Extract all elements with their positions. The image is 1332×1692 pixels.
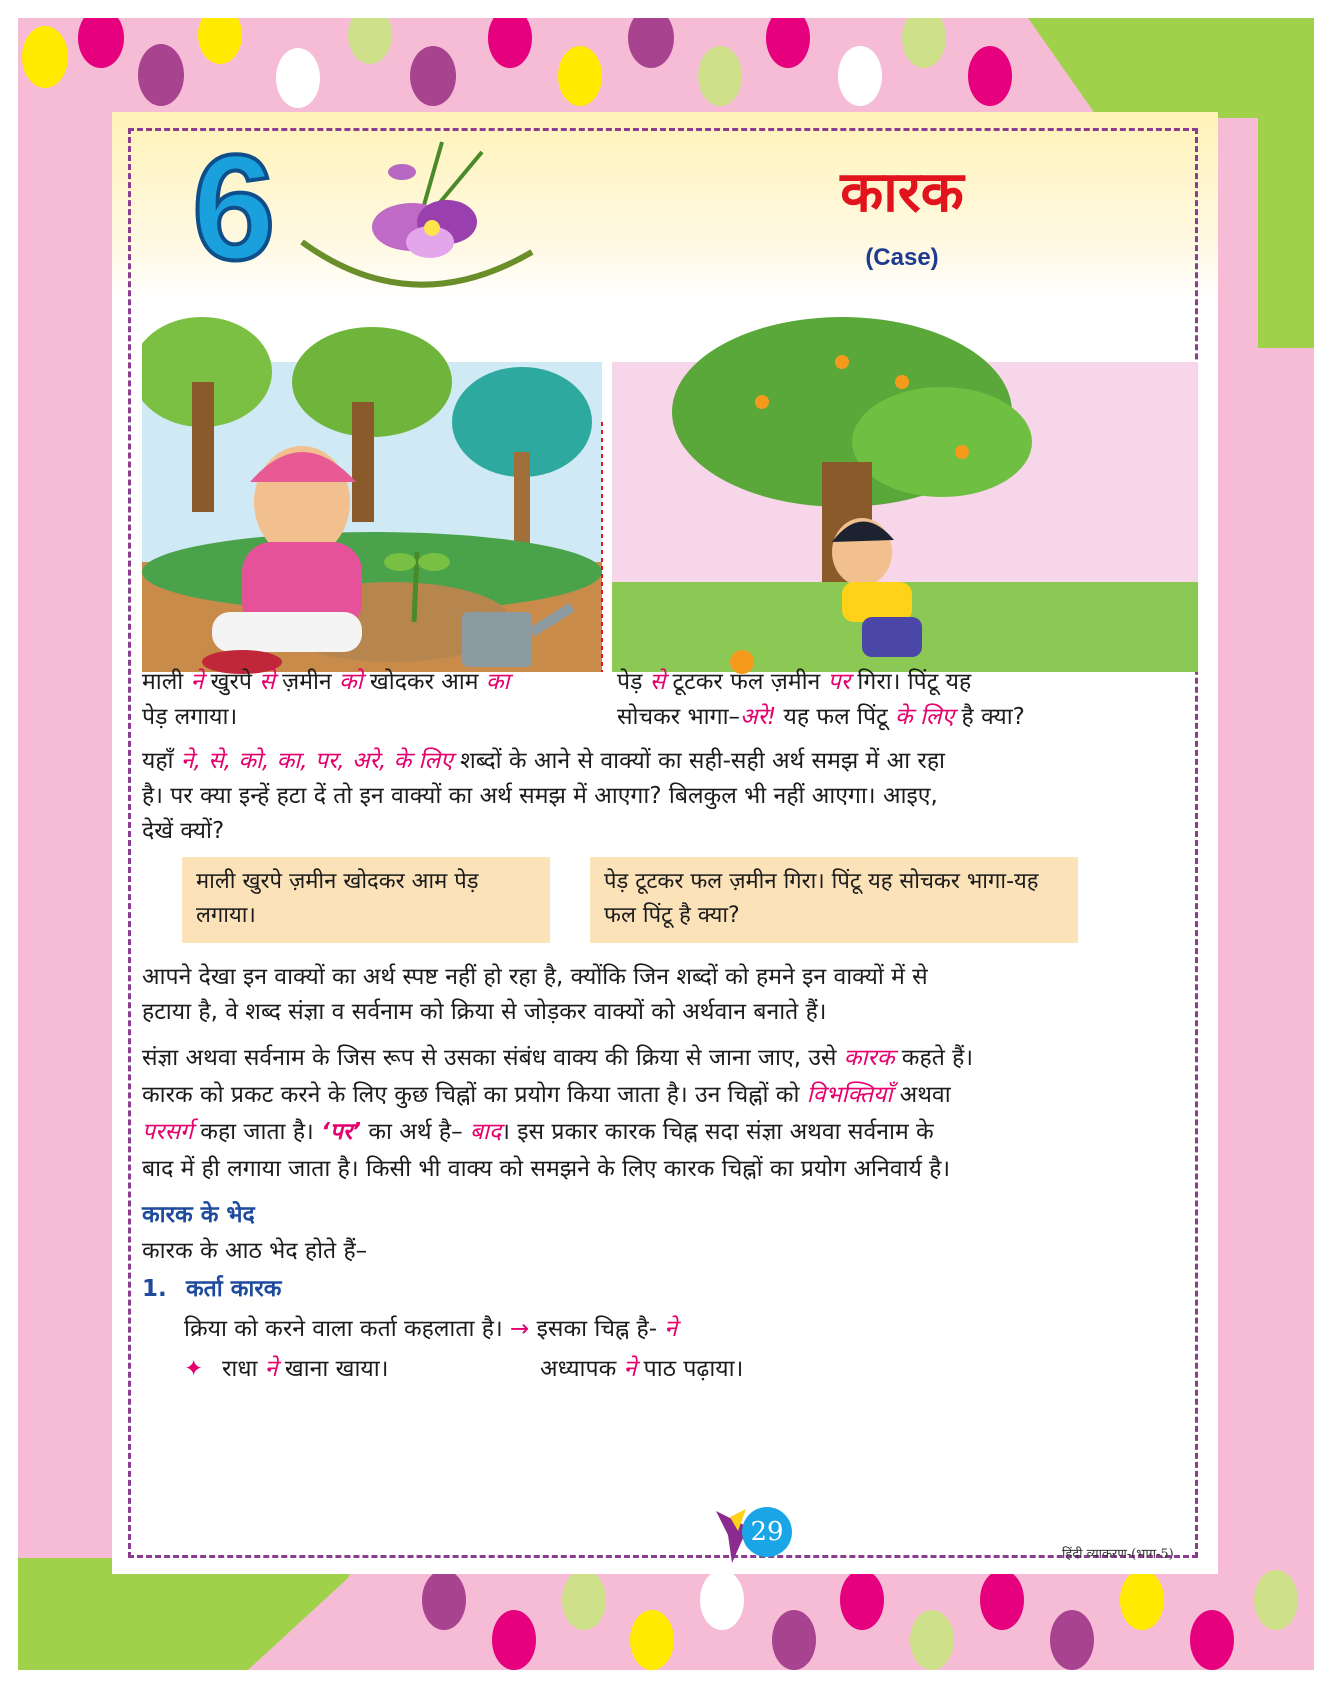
paragraph-text: यहाँ xyxy=(142,748,181,774)
term-vibhakti: विभक्तियाँ xyxy=(806,1082,893,1108)
karta-examples xyxy=(184,1352,884,1387)
caption-text: यह फल पिंटू xyxy=(776,704,895,730)
decor-dot xyxy=(488,18,532,68)
karak-marker: से xyxy=(649,669,666,695)
karak-marker: ने xyxy=(623,1356,637,1382)
paragraph-text: कारक को प्रकट करने के लिए कुछ चिह्नों का प्रयोग किया जाता है। उन चिह्नों को xyxy=(142,1082,807,1108)
example-box-left: माली खुरपे ज़मीन खोदकर आम पेड़ लगाया। xyxy=(182,857,550,943)
paragraph-text: का अर्थ है– xyxy=(361,1119,470,1145)
chapter-title: कारक xyxy=(840,160,964,225)
item-title: कर्ता कारक xyxy=(186,1276,282,1302)
content-card xyxy=(112,112,1218,1574)
example-box-right: पेड़ टूटकर फल ज़मीन गिरा। पिंटू यह सोचकर भागा-यह फल पिंटू है क्या? xyxy=(590,857,1078,943)
caption-text: टूटकर फल ज़मीन xyxy=(665,669,828,695)
section-heading: कारक के भेद xyxy=(142,1202,255,1228)
decor-dot xyxy=(410,46,456,106)
karak-marker: अरे! xyxy=(740,704,777,730)
paragraph-text: क्रिया को करने वाला कर्ता कहलाता है। xyxy=(184,1316,511,1342)
karak-marker: को xyxy=(339,669,363,695)
paragraph-text: है। पर क्या इन्हें हटा दें तो इन वाक्यों का अर्थ समझ में आएगा? बिलकुल भी नहीं आएगा। आइए, xyxy=(142,783,938,809)
paragraph-text: आपने देखा इन वाक्यों का अर्थ स्पष्ट नहीं हो रहा है, क्योंकि जिन शब्दों को हमने इन वाक्यों में से xyxy=(142,964,928,990)
example-text: पाठ पढ़ाया। xyxy=(636,1356,744,1382)
karak-words: ने, से, को, का, पर, अरे, के लिए xyxy=(180,748,453,774)
decor-dot xyxy=(630,1610,674,1670)
decor-dot xyxy=(1190,1610,1234,1670)
term-par: ‘पर’ xyxy=(321,1119,362,1145)
karak-marker: के लिए xyxy=(894,704,955,730)
decor-dot xyxy=(1050,1610,1094,1670)
karak-marker: ने xyxy=(264,1356,278,1382)
example-text: खाना खाया। xyxy=(277,1356,389,1382)
term-karak: कारक xyxy=(843,1045,895,1071)
caption-text: ज़मीन xyxy=(274,669,339,695)
caption-text: सोचकर भागा– xyxy=(617,704,741,730)
decor-dot xyxy=(698,46,742,106)
decor-dot xyxy=(22,26,68,88)
explanation-paragraph xyxy=(142,960,1182,1030)
example-2 xyxy=(540,1352,743,1387)
caption-right xyxy=(617,665,1117,735)
decor-dot xyxy=(422,1570,466,1630)
decor-dot xyxy=(276,48,320,108)
caption-text: गिरा। पिंटू यह xyxy=(850,669,972,695)
decor-dot xyxy=(492,1610,536,1670)
chapter-number: 6 xyxy=(192,123,276,291)
paragraph-text: इसका चिह्न है- xyxy=(529,1316,665,1342)
decor-dot xyxy=(1254,1570,1298,1630)
star-bullet-icon: ✦ xyxy=(184,1356,204,1382)
caption-text: पेड़ लगाया। xyxy=(142,704,238,730)
term-baad: बाद xyxy=(469,1119,502,1145)
paragraph-text: शब्दों के आने से वाक्यों का सही-सही अर्थ समझ में आ रहा xyxy=(452,748,945,774)
decor-dot xyxy=(902,18,946,68)
decor-dot xyxy=(138,44,184,106)
intro-paragraph xyxy=(142,744,1182,849)
decor-dot xyxy=(968,46,1012,106)
decor-dot xyxy=(840,1570,884,1630)
term-parsarg: परसर्ग xyxy=(142,1119,193,1145)
paragraph-text: हटाया है, वे शब्द संज्ञा व सर्वनाम को क्रिया से जोड़कर वाक्यों को अर्थवान बनाते हैं। xyxy=(142,999,827,1025)
caption-text: खुरपे xyxy=(203,669,260,695)
decor-dot xyxy=(628,18,674,68)
section-intro: कारक के आठ भेद होते हैं– xyxy=(142,1238,368,1264)
decor-dot xyxy=(838,46,882,106)
karak-marker: से xyxy=(259,669,275,695)
arrow-icon: → xyxy=(510,1316,530,1342)
karak-marker: ने xyxy=(190,669,204,695)
decor-dot xyxy=(700,1570,744,1630)
paragraph-text: बाद में ही लगाया जाता है। किसी भी वाक्य को समझने के लिए कारक चिह्नों का प्रयोग अनिवार्य है। xyxy=(142,1156,951,1182)
caption-text: है क्या? xyxy=(954,704,1025,730)
paragraph-text: अथवा xyxy=(892,1082,951,1108)
example-text: अध्यापक xyxy=(540,1356,624,1382)
chapter-illustration xyxy=(142,262,1198,682)
subsection-heading xyxy=(142,1272,281,1307)
decor-dot xyxy=(198,18,242,64)
decor-dot xyxy=(78,18,124,68)
page-number: 29 xyxy=(742,1507,792,1557)
definition-paragraph xyxy=(142,1040,1182,1188)
decor-dot xyxy=(562,1570,606,1630)
caption-text: माली xyxy=(142,669,191,695)
chapter-subtitle: (Case) xyxy=(865,244,939,271)
book-footer: हिंदी व्याकरण-(भाग-5) xyxy=(1062,1547,1174,1562)
karak-marker: पर xyxy=(827,669,851,695)
decor-dot xyxy=(980,1570,1024,1630)
paragraph-text: संज्ञा अथवा सर्वनाम के जिस रूप से उसका संबंध वाक्य की क्रिया से जाना जाए, उसे xyxy=(142,1045,844,1071)
decor-dot xyxy=(558,46,602,106)
karak-marker: ने xyxy=(664,1316,678,1342)
karak-marker: का xyxy=(485,669,510,695)
caption-left xyxy=(142,665,592,735)
decor-dot xyxy=(772,1610,816,1670)
paragraph-text: । इस प्रकार कारक चिह्न सदा संज्ञा अथवा सर्वनाम के xyxy=(501,1119,934,1145)
example-text: राधा xyxy=(222,1356,265,1382)
caption-text: पेड़ xyxy=(617,669,650,695)
paragraph-text: कहते हैं। xyxy=(894,1045,974,1071)
karta-definition xyxy=(184,1312,677,1347)
decor-dot xyxy=(348,18,392,64)
decor-dot xyxy=(910,1610,954,1670)
decor-dot xyxy=(1120,1570,1164,1630)
caption-text: खोदकर आम xyxy=(362,669,486,695)
paragraph-text: देखें क्यों? xyxy=(142,818,225,844)
paragraph-text: कहा जाता है। xyxy=(192,1119,322,1145)
item-number: 1. xyxy=(142,1276,167,1302)
decor-dot xyxy=(766,18,810,68)
